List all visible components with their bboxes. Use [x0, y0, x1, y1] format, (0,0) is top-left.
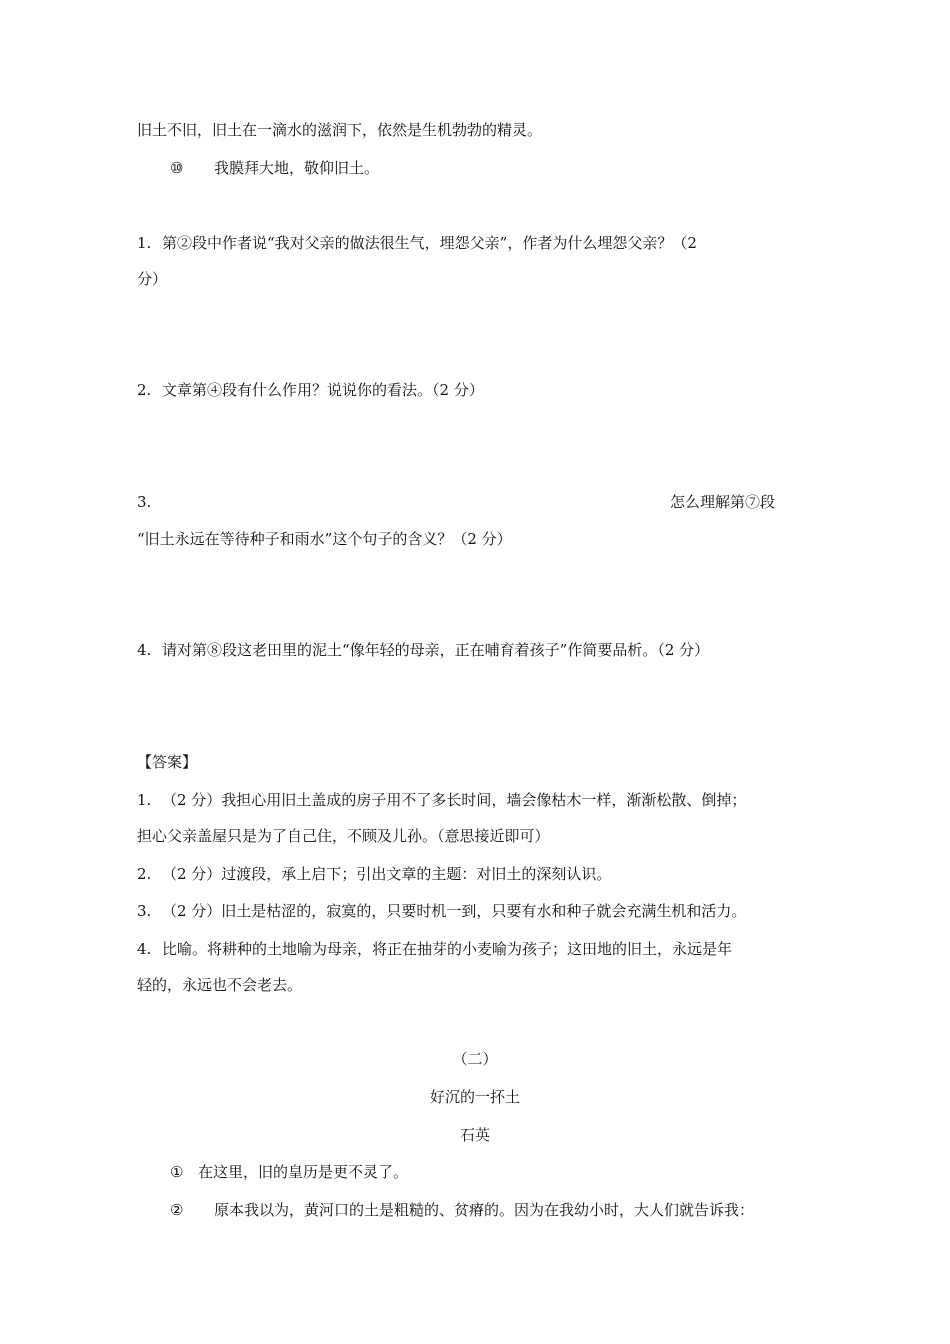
answers-heading: 【答案】 [137, 753, 198, 771]
paragraph-text: 我膜拜大地，敬仰旧土。 [214, 159, 380, 177]
question-number: 4. [137, 641, 152, 659]
question-number: 1. [137, 234, 152, 252]
answer-number: 2. [137, 865, 152, 883]
article-author: 石英 [459, 1126, 490, 1144]
question-text: 文章第④段有什么作用？说说你的看法。（2 分） [162, 381, 484, 399]
paragraph-2 [170, 1200, 754, 1220]
answer-3 [137, 901, 746, 921]
answer-2 [137, 864, 611, 884]
paragraph-text: 在这里，旧的皇历是更不灵了。 [198, 1163, 409, 1181]
question-3-continuation: “旧土永远在等待种子和雨水”这个句子的含义？（2 分） [137, 530, 512, 548]
answer-text: 比喻。将耕种的土地喻为母亲，将正在抽芽的小麦喻为孩子；这田地的旧土，永远是年 [162, 940, 733, 958]
answer-text: （2 分）旧土是枯涩的，寂寞的，只要时机一到，只要有水和种子就会充满生机和活力。 [162, 902, 747, 920]
paragraph-number: ⑩ [170, 159, 184, 177]
article-title: 好沉的一抔土 [429, 1088, 520, 1106]
answer-text: （2 分）我担心用旧土盖成的房子用不了多长时间，墙会像枯木一样，渐渐松散、倒掉； [162, 791, 747, 809]
question-1-continuation: 分） [137, 270, 168, 288]
answer-1-continuation: 担心父亲盖屋只是为了自己住，不顾及儿孙。（意思接近即可） [137, 827, 550, 845]
question-text: 请对第⑧段这老田里的泥土“像年轻的母亲，正在哺育着孩子”作简要品析。（2 分） [162, 641, 710, 659]
section-number: （二） [452, 1050, 498, 1068]
question-text: 第②段中作者说“我对父亲的做法很生气，埋怨父亲”，作者为什么埋怨父亲？（2 [162, 234, 697, 252]
paragraph-number: ① [170, 1163, 184, 1181]
question-3-number: 3. [137, 493, 152, 511]
answer-4 [137, 939, 732, 959]
paragraph-1 [170, 1162, 408, 1182]
question-4 [137, 640, 709, 660]
paragraph-10 [170, 158, 379, 178]
answer-text: （2 分）过渡段，承上启下；引出文章的主题：对旧土的深刻认识。 [162, 865, 612, 883]
paragraph-number: ② [170, 1201, 184, 1219]
answer-number: 3. [137, 902, 152, 920]
question-3-text-right: 怎么理解第⑦段 [670, 493, 776, 511]
answer-4-continuation: 轻的，永远也不会老去。 [137, 976, 303, 994]
paragraph-text: 原本我以为，黄河口的土是粗糙的、贫瘠的。因为在我幼小时，大人们就告诉我： [214, 1201, 755, 1219]
question-2 [137, 380, 484, 400]
answer-number: 4. [137, 940, 152, 958]
question-number: 2. [137, 381, 152, 399]
answer-1 [137, 790, 746, 810]
answer-number: 1. [137, 791, 152, 809]
passage-line: 旧土不旧，旧土在一滴水的滋润下，依然是生机勃勃的精灵。 [137, 121, 543, 139]
question-1 [137, 233, 697, 253]
